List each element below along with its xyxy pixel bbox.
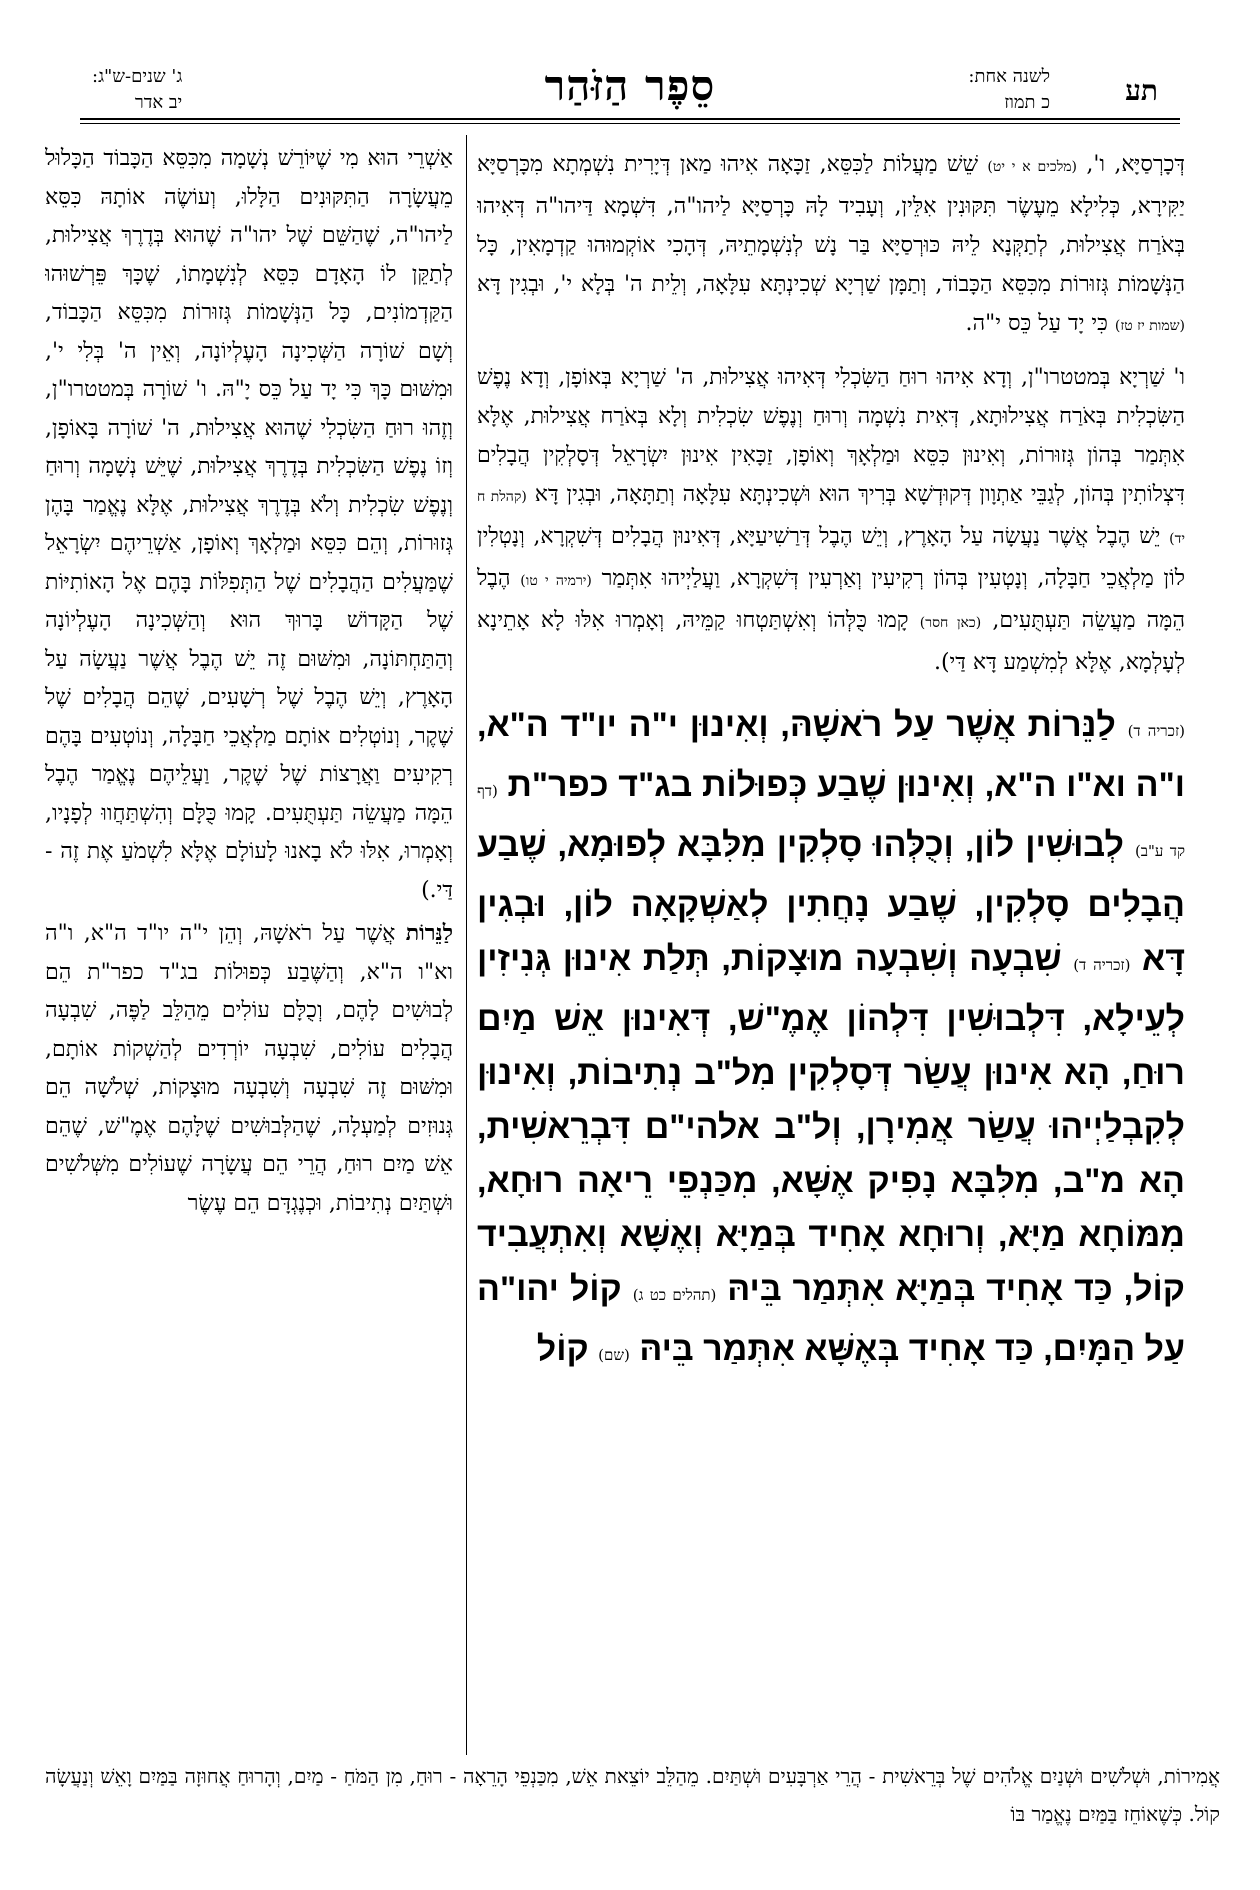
- scripture-reference: (שם): [598, 1346, 630, 1364]
- header-right-line1: לשנה אחת:: [968, 66, 1050, 87]
- translation-paragraph-2: [45, 914, 453, 1223]
- paragraph-lead-word: לַנֵּרוֹת: [405, 920, 453, 946]
- translation-paragraph-1: אַשְׁרֵי הוּא מִי שֶׁיּוֹרֵשׁ נְשָׁמָה מִכִּסֵּא הַכָּבוֹד הַכָּלוּל מֵעֲשָׂרָה הַתִּקּוּנִים הַלָּלוּ, וְעוֹשֶׂה אוֹתָהּ כִּסֵּא לַיהו"ה, שֶׁהַשֵּׁם שֶׁל יהו"ה שֶׁהוּא בְּדֶרֶךְ אֲצִילוּת, לְתַקֵּן לוֹ הָאָדָם כִּסֵּא לְנִשְׁמָתוֹ, שֶׁכָּךְ פֵּרְשׁוּהוּ הַקַּדְמוֹנִים, כָּל הַנְּשָׁמוֹת גְּזוּרוֹת מִכִּסֵּא הַכָּבוֹד, וְשָׁם שׁוֹרָה הַשְּׁכִינָה הָעֶלְיוֹנָה, וְאֵין ה' בְּלִי י', וּמִשּׁוּם כָּךְ כִּי יָד עַל כֵּס יָ"הּ. ו' שׁוֹרָה בְּמטטרו"ן, וְזֶהוּ רוּחַ הַשִּׂכְלִי שֶׁהוּא אֲצִילוּת, ה' שׁוֹרָה בָּאוֹפָן, וְזוֹ נֶפֶשׁ הַשִּׂכְלִית בְּדֶרֶךְ אֲצִילוּת, שֶׁיֵּשׁ נְשָׁמָה וְרוּחַ וְנֶפֶשׁ שִׂכְלִית וְלֹא בְּדֶרֶךְ אֲצִילוּת, אֶלָּא נֶאֱמַר בָּהֶן גְּזוּרוֹת, וְהֵם כִּסֵּא וּמַלְאָךְ וְאוֹפָן, אַשְׁרֵיהֶם יִשְׂרָאֵל שֶׁמַּעֲלִים הַהֲבָלִים שֶׁל הַתְּפִלּוֹת בָּהֶם אֶל הָאוֹתִיּוֹת שֶׁל הַקָּדוֹשׁ בָּרוּךְ הוּא וְהַשְּׁכִינָה הָעֶלְיוֹנָה וְהַתַּחְתּוֹנָה, וּמִשּׁוּם זֶה יֵשׁ הֶבֶל אֲשֶׁר נַעֲשָׂה עַל הָאָרֶץ, וְיֵשׁ הֶבֶל שֶׁל רְשָׁעִים, שֶׁהֵם הֲבָלִים שֶׁל שֶׁקֶר, וְנוֹטְלִים אוֹתָם מַלְאֲכֵי חַבָּלָה, וְנוֹטְעִים בָּהֶם רְקִיעִים וַאֲרָצוֹת שֶׁל שֶׁקֶר, וַעֲלֵיהֶם נֶאֱמַר הֶבֶל הֵמָּה מַעֲשֵׂה תַּעְתֻּעִים. קָמוּ כֻּלָּם וְהִשְׁתַּחֲווּ לְפָנָיו, וְאָמְרוּ, אִלּוּ לֹא בָאנוּ לָעוֹלָם אֶלָּא לִשְׁמֹעַ אֶת זֶה - דַּי.): [45, 146, 453, 903]
- main-text: הֶבֶל הֵמָּה מַעֲשֵׂה תַּעְתֻּעִים,: [477, 566, 1185, 633]
- page-header: [40, 56, 1220, 122]
- translation-text: אֲשֶׁר עַל רֹאשָׁהּ, וְהֵן י"ה יו"ד ה"א, ו"ה וא"ו ה"א, וְהַשֶּׁבַע כְּפוּלוֹת בג"ד כפר"ת הֵם לְבוּשִׁים לָהֶם, וְכֻלָּם עוֹלִים מֵהַלֵּב לַפֶּה, שִׁבְעָה הֲבָלִים עוֹלִים, שִׁבְעָה יוֹרְדִים לְהַשְׁקוֹת אוֹתָם, וּמִשּׁוּם זֶה שִׁבְעָה וְשִׁבְעָה מוּצָקוֹת, שְׁלֹשָׁה הֵם גְּנוּזִים לְמַעְלָה, שֶׁהַלְּבוּשִׁים שֶׁלָּהֶם אֶמֶ"שׁ, שֶׁהֵם אֵשׁ מַיִם רוּחַ, הֲרֵי הֵם עֲשָׂרָה שֶׁעוֹלִים מִשְּׁלֹשִׁים וּשְׁתַּיִם נְתִיבוֹת, וּכְנֶגְדָּם הֵם עֶשֶׂר: [45, 921, 453, 1216]
- main-text: שֵׁשׁ מַעֲלוֹת לַכִּסֵּא, זַכָּאָה אִיהוּ מַאן דְּיָרִית נִשְׁמְתָא מִכָּרְסַיָּא יַקִּירָא, כְּלִילָא מֵעֶשֶׂר תִּקּוּנִין אִלֵּין, וְעָבִיד לָהּ כָּרְסַיָּא לַיהו"ה, דִּשְׁמָא דַּיהו"ה דְּאִיהוּ בְּאֹרַח אֲצִילוּת, לְתַקְּנָא לֵיהּ כּוּרְסַיָּא בַּר נָשׁ לְנִשְׁמָתֵיהּ, דְּהָכִי אוֹקְמוּהוּ קַדְמָאִין, כָּל הַנְּשָׁמוֹת גְּזוּרוֹת מִכִּסֵּא הַכָּבוֹד, וְתַמָּן שַׁרְיָא שְׁכִינְתָּא עִלָּאָה, וְלֵית ה' בְּלָא י', וּבְגִין דָּא: [477, 152, 1185, 297]
- header-rule: [80, 118, 1180, 120]
- book-title: סֵפֶר הַזֹּהַר: [544, 61, 716, 110]
- main-paragraph-2: [477, 358, 1185, 682]
- scripture-reference: (דף קד ע"ב): [477, 782, 1185, 860]
- main-text: קָמוּ כֻּלְּהוֹ וְאִשְׁתַּטְחוּ קַמֵּיהּ, וְאָמְרוּ אִלּוּ לָא אָתֵינָא לְעָלְמָא, אֶלָּא לְמִשְׁמַע דָּא דַּי).: [477, 608, 1185, 675]
- page-number: תע: [1125, 74, 1158, 107]
- scripture-reference: (ירמיה י טו): [520, 573, 592, 589]
- header-left-block: [92, 64, 182, 116]
- bottom-continuation-text: אֲמִירוֹת, וּשְׁלֹשִׁים וּשְׁנַיִם אֱלֹהִים שֶׁל בְּרֵאשִׁית - הֲרֵי אַרְבָּעִים וּשְׁתַּיִם. מֵהַלֵּב יוֹצֵאת אֵשׁ, מִכַּנְפֵי הָרֵאָה - רוּחַ, מִן הַמֹּחַ - מַיִם, וְהָרוּחַ אֲחוּזָה בַּמַּיִם וָאֵשׁ וְנַעֲשָׂה קוֹל. כְּשֶׁאוֹחֵז בַּמַּיִם נֶאֱמַר בּוֹ: [45, 1764, 1220, 1826]
- main-text: שִׁבְעָה וְשִׁבְעָה מוּצָקוֹת, תְּלַת אִינוּן גְּנִיזִין לְעֵילָא, דִּלְבוּשִׁין דִּלְהוֹן אֶמֶ"שׁ, דְּאִינוּן אֵשׁ מַיִם רוּחַ, הָא אִינוּן עֲשַׂר דְּסָלְקִין מִל"ב נְתִיבוֹת, וְאִינוּן לְקִבְלַיְיהוּ עֲשַׂר אֲמִירָן, וְל"ב אלהי"ם דִּבְרֵאשִׁית, הָא מ"ב, מִלִּבָּא נָפִיק אֶשָּׁא, מִכַּנְפֵי רֵיאָה רוּחָא, מִמּוֹחָא מַיָּא, וְרוּחָא אָחִיד בְּמַיָּא וְאֶשָּׁא וְאִתְעֲבִיד קוֹל, כַּד אָחִיד בְּמַיָּא אִתְּמַר בֵּיהּ: [477, 940, 1185, 1308]
- main-text: לַנֵּרוֹת אֲשֶׁר עַל רֹאשָׁהּ, וְאִינוּן י"ה יו"ד ה"א, ו"ה וא"ו ה"א, וְאִינוּן שֶׁבַע כְּפוּלוֹת בג"ד כפר"ת: [477, 706, 1185, 804]
- header-right-block: [968, 64, 1050, 116]
- main-column: [477, 145, 1185, 1745]
- main-text: לְבוּשִׁין לוֹן, וְכֻלְּהוּ סָלְקִין מִלִּבָּא לְפוּמָא, שֶׁבַע הֲבָלִים סָלְקִין, שֶׁבַע נָחֲתִין לְאַשְׁקָאָה לוֹן, וּבְגִין דָּא: [477, 826, 1185, 978]
- main-text: דְּכָרְסַיָּא, ו',: [1086, 152, 1185, 177]
- scripture-reference: (זכריה ד): [1127, 722, 1185, 740]
- main-text: ו' שַׁרְיָא בְּמטטרו"ן, וְדָא אִיהוּ רוּחַ הַשִּׂכְלִי דְּאִיהוּ אֲצִילוּת, ה' שַׁרְיָא בְּאוֹפָן, וְדָא נֶפֶשׁ הַשִּׂכְלִית בְּאֹרַח אֲצִילוּתָא, דְּאִית נִשְׁמָה וְרוּחַ וְנֶפֶשׁ שִׂכְלִית וְלָא בְּאֹרַח אֲצִילוּת, אֶלָּא אִתְּמַר בְּהוֹן גְּזוּרוֹת, וְאִינוּן כִּסֵּא וּמַלְאָךְ וְאוֹפָן, זַכָּאִין אִינוּן יִשְׂרָאֵל דְּסָלְקִין הֲבָלִים דִּצְלוֹתִין בְּהוֹן, לְגַבֵּי אַתְוָון דְּקוּדְשָׁא בְּרִיךְ הוּא וּשְׁכִינְתָּא עִלָּאָה וְתַתָּאָה, וּבְגִין דָּא: [477, 365, 1185, 507]
- scripture-reference: (כאן חסר): [919, 615, 982, 631]
- main-paragraph-3: [477, 698, 1185, 1382]
- scripture-reference: (מלכים א י יט): [987, 159, 1078, 175]
- scripture-reference: (תהלים כט ג): [632, 1286, 717, 1304]
- main-text: כִּי יָד עַל כֵּס י"ה.: [965, 311, 1108, 336]
- main-paragraph-1: [477, 145, 1185, 346]
- main-text: יֵשׁ הֶבֶל אֲשֶׁר נַעֲשָׂה עַל הָאָרֶץ, וְיֵשׁ הֶבֶל דְּרַשִׁיעַיָּא, דְּאִינוּן הֲבָלִים דְּשִׁקְרָא, וְנָטְלִין לוֹן מַלְאֲכֵי חַבָּלָה, וְנָטְעִין בְּהוֹן רְקִיעִין וְאַרְעִין דְּשִׁקְרָא, וַעֲלַיְיהוּ אִתְּמַר: [477, 524, 1185, 591]
- scripture-reference: (שמות יז טז): [1114, 318, 1185, 334]
- header-left-line1: ג' שנים-ש"ג:: [92, 66, 183, 87]
- column-divider: [466, 135, 467, 1755]
- main-text: קוֹל יהו"ה עַל הַמָּיִם, כַּד אָחִיד בְּאֶשָּׁא אִתְּמַר בֵּיהּ: [477, 1270, 1185, 1368]
- header-right-line2: כ תמוז: [1004, 92, 1050, 113]
- main-text: קוֹל: [536, 1330, 589, 1368]
- scripture-reference: (זכריה ד): [1073, 956, 1131, 974]
- scripture-reference: (קהלת ח יד): [477, 489, 1185, 547]
- header-left-line2: יב אדר: [134, 92, 183, 113]
- header-rule-thin: [80, 123, 1180, 124]
- translation-column: [45, 140, 453, 1757]
